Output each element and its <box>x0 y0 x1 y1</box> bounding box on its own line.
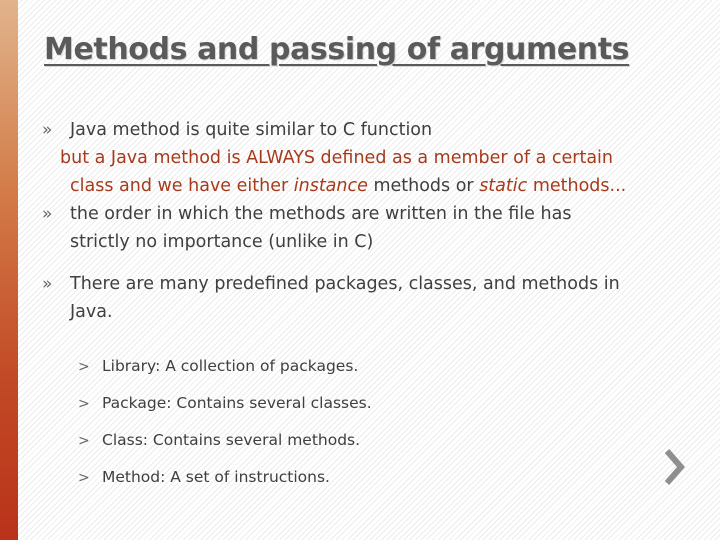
sub-bullet-marker: > <box>78 396 90 412</box>
bullet-2-line-2: strictly no importance (unlike in C) <box>70 232 374 252</box>
sub-bullet-marker: > <box>78 470 90 486</box>
list-item: > Class: Contains several methods. <box>78 422 692 459</box>
next-slide-button[interactable] <box>662 447 686 487</box>
bullet-3-line-2: Java. <box>70 302 113 322</box>
list-item: > Library: A collection of packages. <box>78 348 692 385</box>
bullet-1-line-3: class and we have either instance methods or static methods... <box>70 176 627 196</box>
list-item: > Method: A set of instructions. <box>78 459 692 496</box>
bullet-2-line-1 <box>42 200 692 228</box>
bullet-1-text: Java method is quite similar to C function <box>70 120 433 140</box>
bullet-marker: » <box>42 204 53 224</box>
bullet-3-text: There are many predefined packages, classes, and methods in <box>70 274 620 294</box>
slide-content <box>42 116 692 496</box>
sub-bullet-marker: > <box>78 433 90 449</box>
side-accent-bar <box>0 0 18 540</box>
bullet-3-line-1 <box>42 270 692 298</box>
sub-bullet-marker: > <box>78 359 90 375</box>
bullet-marker: » <box>42 120 53 140</box>
bullet-1-line-1 <box>42 116 692 144</box>
slide-title: Methods and passing of arguments <box>44 32 630 67</box>
static-keyword: static <box>479 176 528 196</box>
instance-keyword: instance <box>293 176 368 196</box>
bullet-1-line-2: but a Java method is ALWAYS defined as a member of a certain <box>60 148 614 168</box>
bullet-2-text: the order in which the methods are written in the file has <box>70 204 572 224</box>
bullet-marker: » <box>42 274 53 294</box>
sub-bullet-list <box>42 348 692 496</box>
list-item: > Package: Contains several classes. <box>78 385 692 422</box>
chevron-right-icon <box>662 447 686 487</box>
